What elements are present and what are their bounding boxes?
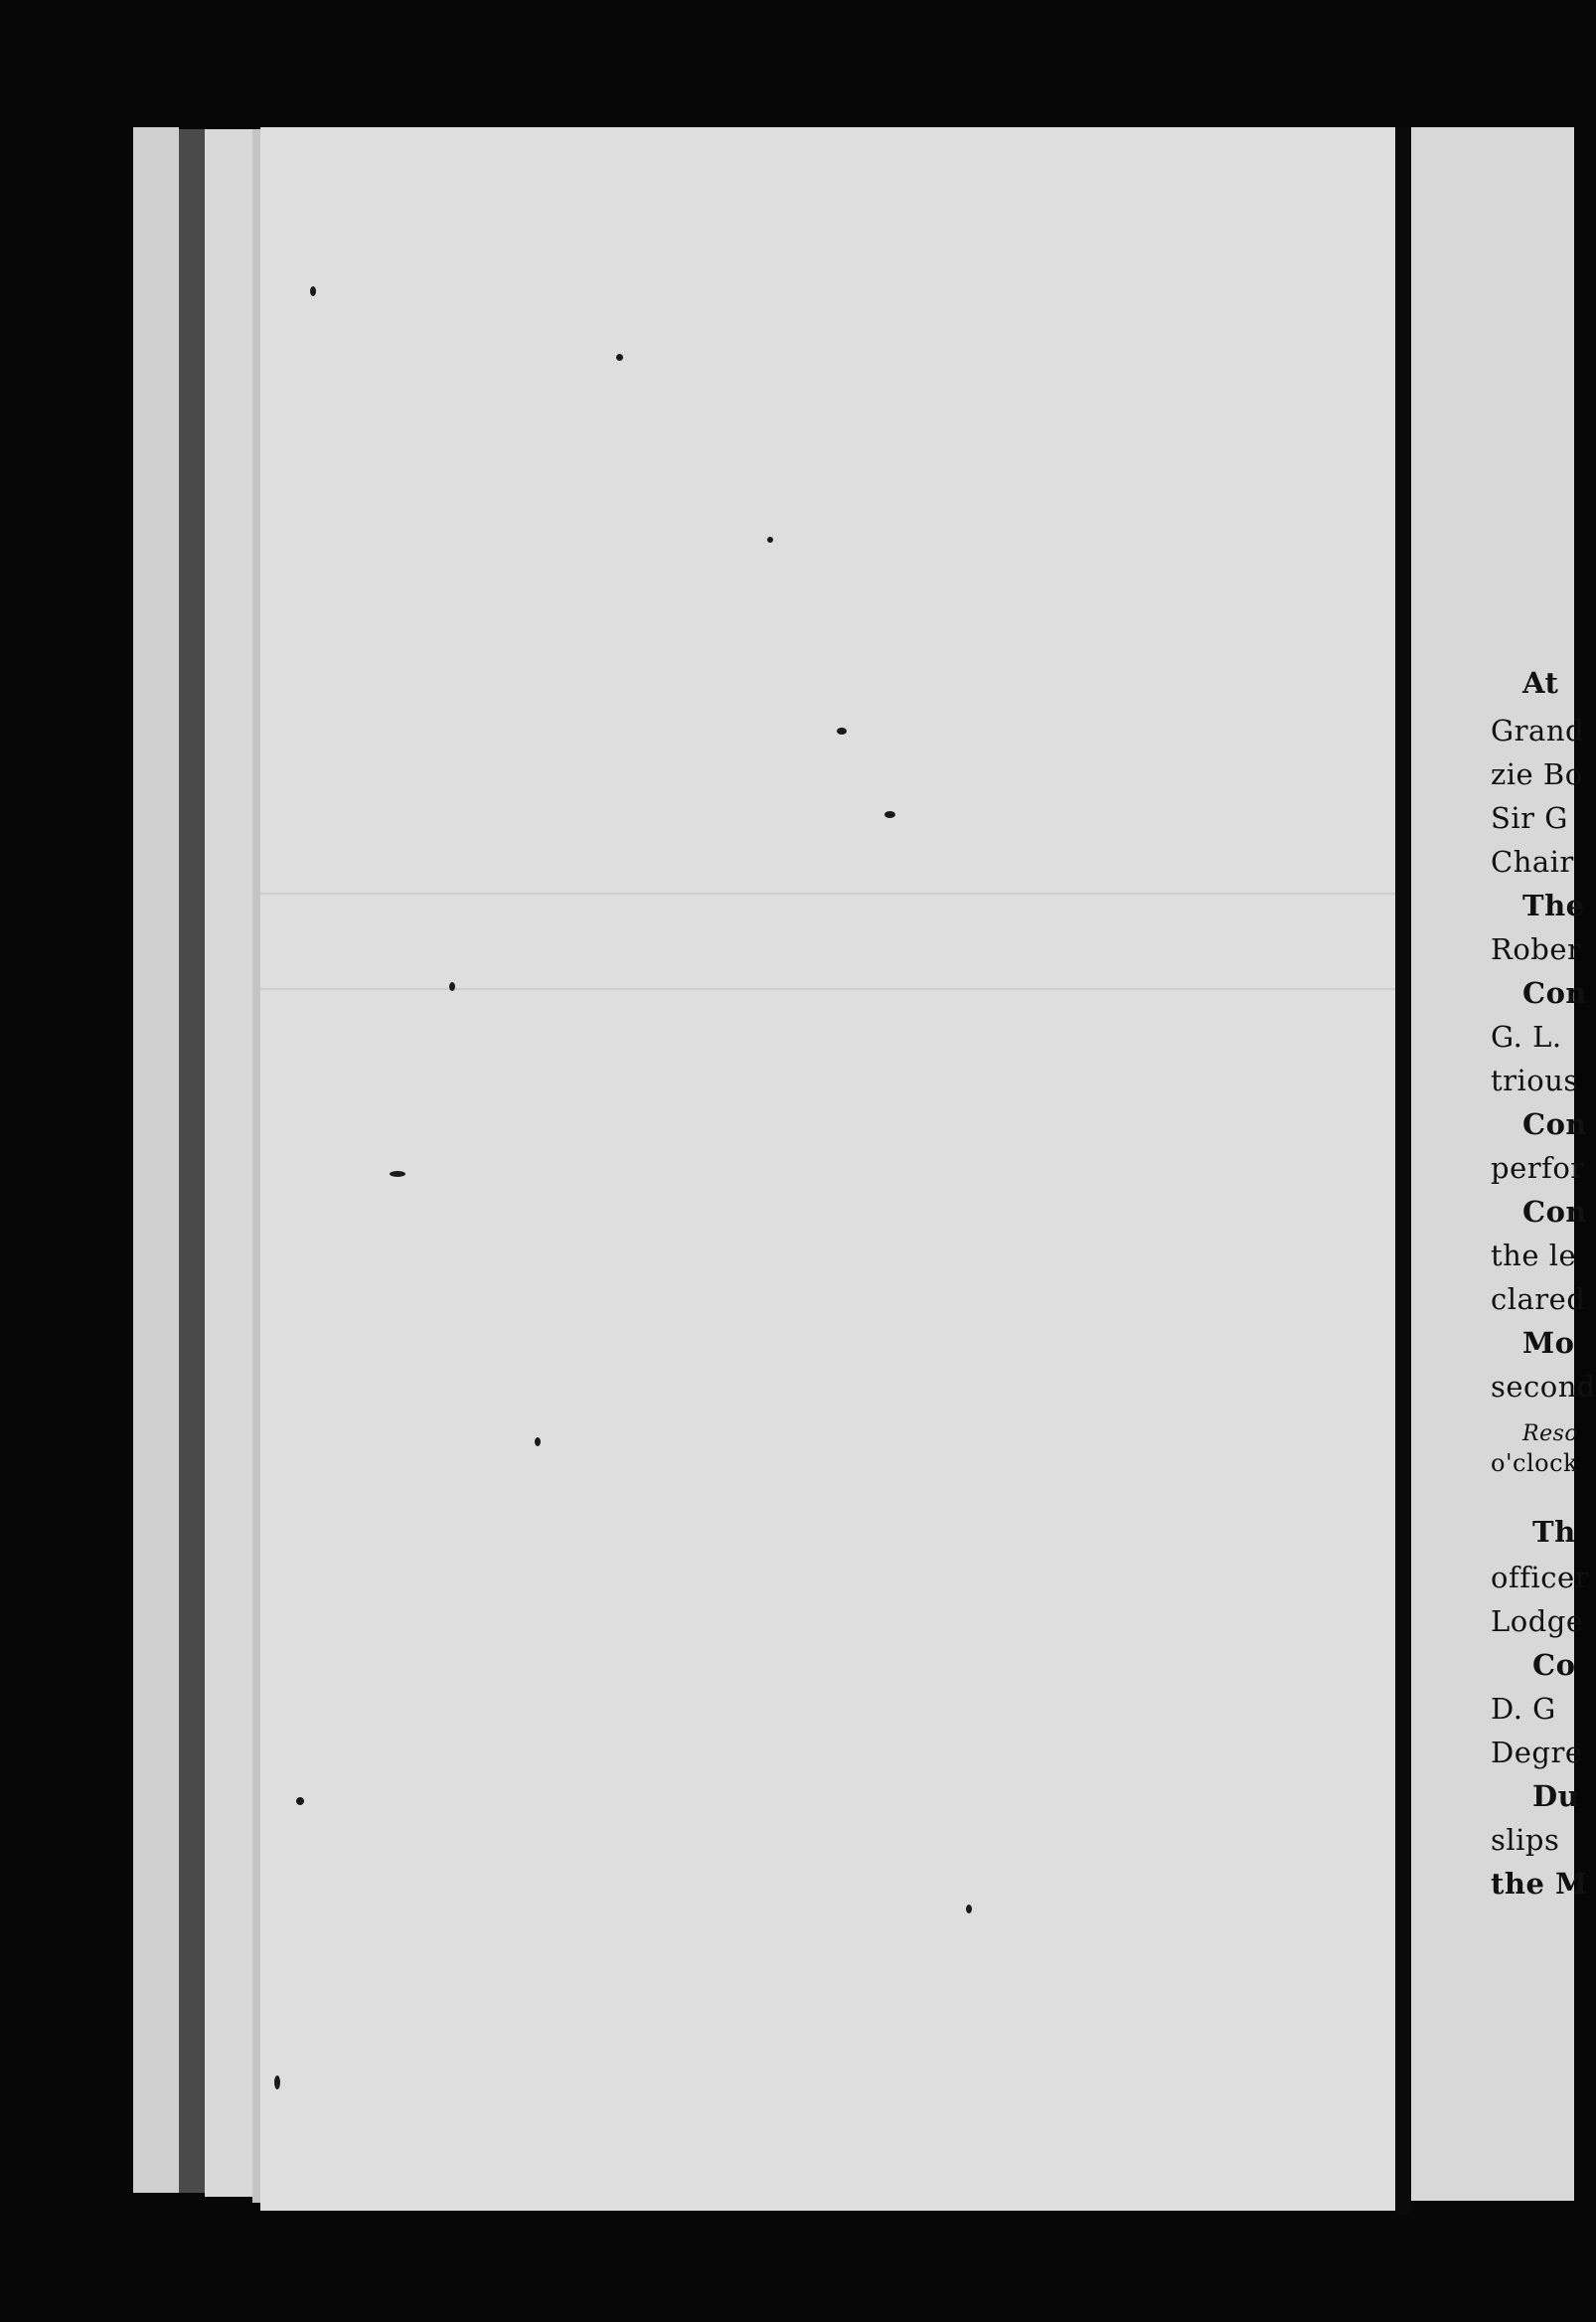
text-line: Reso (1522, 1421, 1579, 1446)
paper-speck (884, 811, 895, 818)
text-line: perfor (1491, 1151, 1585, 1185)
text-line: Con (1522, 1195, 1588, 1229)
text-line: Chair (1491, 845, 1574, 879)
text-line: Mo (1522, 1326, 1575, 1360)
text-line: Du (1532, 1779, 1580, 1813)
text-line: Grand (1491, 714, 1585, 747)
paper-speck (449, 982, 455, 991)
page-crease (260, 988, 1395, 990)
text-line: Con (1522, 976, 1588, 1010)
text-line: G. L. (1491, 1020, 1562, 1054)
text-line: Degre (1491, 1736, 1583, 1769)
text-line: slips (1491, 1823, 1560, 1857)
paper-speck (616, 354, 623, 361)
text-line: zie Bo (1491, 757, 1583, 791)
text-line: officer (1491, 1561, 1589, 1594)
text-line: the M (1491, 1867, 1588, 1901)
text-line: Th (1532, 1515, 1576, 1549)
cut-off-right-page (1411, 127, 1596, 2201)
page-gutter (1395, 127, 1411, 2215)
text-line: trious (1491, 1064, 1579, 1097)
text-line: Co (1532, 1648, 1576, 1682)
paper-speck (296, 1797, 304, 1805)
book-edge-outer (133, 127, 179, 2193)
text-line: Lodge (1491, 1604, 1584, 1638)
paper-speck (535, 1437, 541, 1446)
text-line: The (1522, 889, 1585, 922)
paper-speck (390, 1171, 405, 1177)
book-edge-inner (205, 129, 252, 2197)
text-line: D. G (1491, 1692, 1556, 1726)
text-line: Con (1522, 1107, 1588, 1141)
text-line: clared (1491, 1282, 1586, 1316)
paper-speck (274, 2075, 280, 2089)
text-line: the le (1491, 1239, 1577, 1272)
text-line: Rober (1491, 932, 1582, 966)
text-line: second (1491, 1370, 1596, 1404)
paper-speck (310, 286, 316, 296)
blank-left-page (260, 127, 1395, 2211)
paper-speck (767, 537, 773, 543)
paper-speck (966, 1905, 972, 1913)
page-crease (260, 893, 1395, 895)
book-spine-strip (179, 129, 205, 2193)
text-line: At (1522, 666, 1559, 700)
text-line: Sir G (1491, 801, 1568, 835)
text-line: o'clock (1491, 1449, 1579, 1477)
paper-speck (837, 728, 847, 735)
